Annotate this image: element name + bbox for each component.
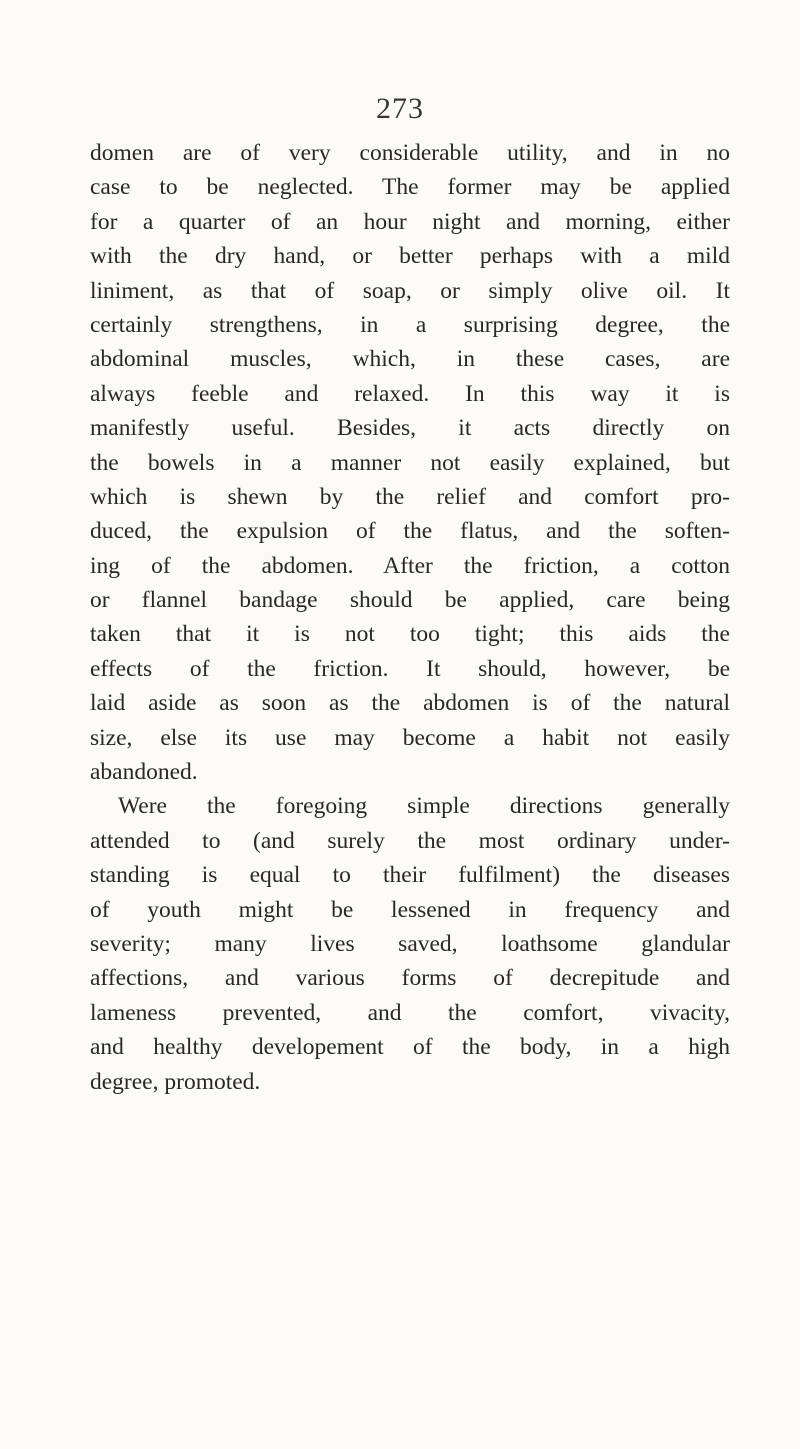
text-line: certainly strengthens, in a surprising degree, the — [90, 311, 730, 338]
text-line: ing of the abdomen. After the friction, a cotton — [90, 552, 730, 579]
text-line: always feeble and relaxed. In this way it is — [90, 380, 730, 407]
text-line: the bowels in a manner not easily explained, but — [90, 449, 730, 476]
text-line: standing is equal to their fulfilment) the diseases — [90, 862, 730, 889]
text-line: lameness prevented, and the comfort, vivacity, — [90, 999, 730, 1026]
paragraph-2 — [90, 789, 730, 1099]
text-line: domen are of very considerable utility, and in no — [90, 140, 730, 166]
text-line: abandoned. — [90, 759, 198, 786]
paragraph-1 — [90, 136, 730, 789]
body-text — [90, 136, 730, 1099]
text-line: manifestly useful. Besides, it acts directly on — [90, 415, 730, 442]
text-line: size, else its use may become a habit not easily — [90, 724, 730, 751]
text-line: duced, the expulsion of the flatus, and the soften- — [90, 518, 730, 545]
text-line: liniment, as that of soap, or simply olive oil. It — [90, 277, 730, 304]
text-line: affections, and various forms of decrepitude and — [90, 965, 730, 992]
text-line: of youth might be lessened in frequency and — [90, 896, 730, 923]
text-line: Were the foregoing simple directions generally — [118, 793, 730, 820]
text-line: with the dry hand, or better perhaps with a mild — [90, 243, 730, 270]
text-line: and healthy developement of the body, in a high — [90, 1034, 730, 1061]
text-line: severity; many lives saved, loathsome glandular — [90, 930, 730, 957]
text-line: effects of the friction. It should, however, be — [90, 655, 730, 682]
text-line: for a quarter of an hour night and morning, either — [90, 208, 730, 235]
text-line: degree, promoted. — [90, 1068, 261, 1095]
text-line: attended to (and surely the most ordinary under- — [90, 827, 730, 854]
text-line: laid aside as soon as the abdomen is of the natural — [90, 690, 730, 717]
text-line: taken that it is not too tight; this aids the — [90, 621, 730, 648]
text-line: which is shewn by the relief and comfort pro- — [90, 483, 730, 510]
page-number: 273 — [376, 92, 424, 125]
text-line: or flannel bandage should be applied, care being — [90, 587, 730, 614]
text-line: case to be neglected. The former may be applied — [90, 174, 730, 201]
text-line: abdominal muscles, which, in these cases, are — [90, 346, 730, 373]
